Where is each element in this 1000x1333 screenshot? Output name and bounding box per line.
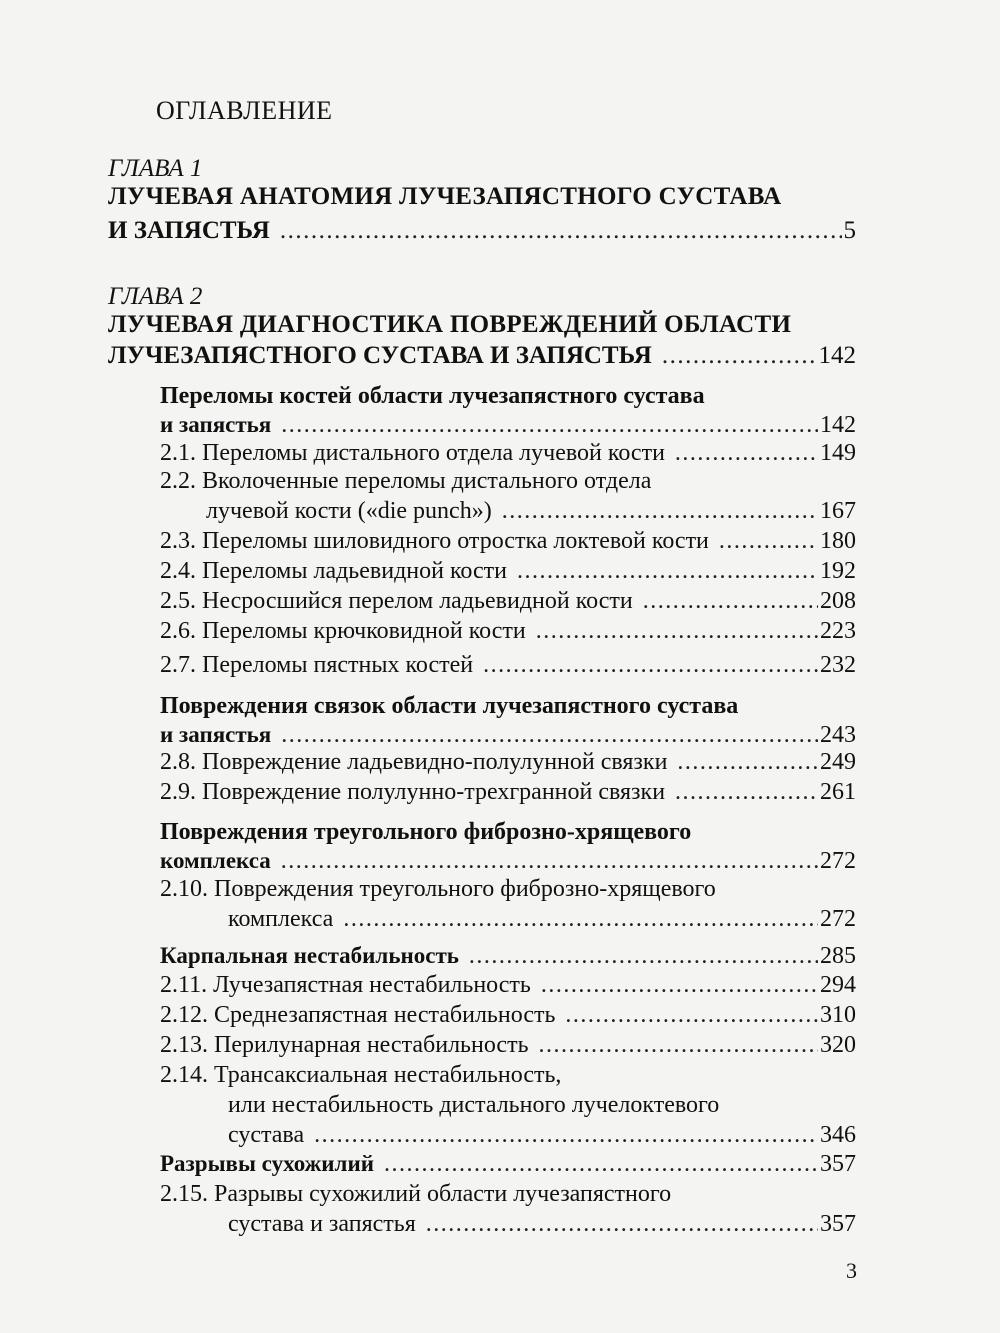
page-number: 320 bbox=[820, 1032, 856, 1058]
entry-title: 2.8. Повреждение ладьевидно-полулунной связки bbox=[160, 749, 668, 775]
toc-entry-section bbox=[160, 943, 856, 975]
page-number: 142 bbox=[820, 412, 856, 438]
entry-title: 2.12. Среднезапястная нестабильность bbox=[160, 1002, 556, 1028]
toc-entry bbox=[228, 906, 856, 938]
dot-leader bbox=[565, 1002, 818, 1029]
toc-entry bbox=[160, 972, 856, 1004]
entry-title: 2.6. Переломы крючковидной кости bbox=[160, 618, 526, 644]
page-number: 167 bbox=[820, 498, 856, 524]
dot-leader bbox=[384, 1151, 818, 1178]
section-heading-cont: и запястья bbox=[160, 722, 272, 747]
dot-leader bbox=[662, 342, 817, 370]
dot-leader bbox=[539, 1032, 818, 1059]
page-number: 310 bbox=[820, 1002, 856, 1028]
page-number: 142 bbox=[818, 342, 856, 369]
page-number: 243 bbox=[820, 722, 856, 748]
toc-title: ОГЛАВЛЕНИЕ bbox=[156, 96, 333, 125]
dot-leader bbox=[281, 722, 818, 749]
dot-leader bbox=[675, 440, 818, 467]
page-number: 249 bbox=[820, 749, 856, 775]
chapter-2-title: ЛУЧЕВАЯ ДИАГНОСТИКА ПОВРЕЖДЕНИЙ ОБЛАСТИ bbox=[108, 311, 792, 338]
toc-entry bbox=[160, 652, 856, 684]
section-heading: Разрывы сухожилий bbox=[160, 1151, 374, 1176]
section-heading: Переломы костей области лучезапястного сустава bbox=[160, 383, 705, 409]
section-heading: Карпальная нестабильность bbox=[160, 943, 459, 968]
folio-page-number: 3 bbox=[846, 1258, 857, 1283]
toc-entry-chapter-2 bbox=[108, 342, 856, 374]
dot-leader bbox=[483, 652, 818, 679]
dot-leader bbox=[536, 618, 818, 645]
page-number: 192 bbox=[820, 558, 856, 584]
dot-leader bbox=[719, 528, 818, 555]
dot-leader bbox=[502, 498, 818, 525]
toc-entry bbox=[160, 588, 856, 620]
chapter-1-title-cont: И ЗАПЯСТЬЯ bbox=[108, 217, 270, 244]
entry-title-cont: или нестабильность дистального лучелоктевого bbox=[228, 1092, 720, 1118]
page-number: 285 bbox=[820, 943, 856, 969]
dot-leader bbox=[517, 558, 818, 585]
chapter-1-label: ГЛАВА 1 bbox=[108, 155, 203, 182]
entry-title-cont: сустава bbox=[228, 1122, 305, 1148]
page-number: 208 bbox=[820, 588, 856, 614]
entry-title: 2.14. Трансаксиальная нестабильность, bbox=[160, 1062, 562, 1088]
page-number: 357 bbox=[820, 1151, 856, 1177]
dot-leader bbox=[675, 779, 818, 806]
entry-title: 2.11. Лучезапястная нестабильность bbox=[160, 972, 531, 998]
toc-entry bbox=[228, 1122, 856, 1154]
toc-entry-section bbox=[160, 1151, 856, 1183]
dot-leader bbox=[343, 906, 818, 933]
entry-title: 2.3. Переломы шиловидного отростка локтевой кости bbox=[160, 528, 709, 554]
toc-entry bbox=[160, 1002, 856, 1034]
entry-title-cont: сустава и запястья bbox=[228, 1211, 416, 1237]
dot-leader bbox=[677, 749, 818, 776]
entry-title: 2.9. Повреждение полулунно-трехгранной связки bbox=[160, 779, 666, 805]
page-number: 232 bbox=[820, 652, 856, 678]
entry-title: 2.13. Перилунарная нестабильность bbox=[160, 1032, 529, 1058]
chapter-2-title-cont: ЛУЧЕЗАПЯСТНОГО СУСТАВА И ЗАПЯСТЬЯ bbox=[108, 342, 652, 369]
entry-title: 2.7. Переломы пястных костей bbox=[160, 652, 474, 678]
dot-leader bbox=[426, 1211, 818, 1238]
toc-entry bbox=[228, 1211, 856, 1243]
page-number: 357 bbox=[820, 1211, 856, 1237]
page-number: 294 bbox=[820, 972, 856, 998]
entry-title: 2.15. Разрывы сухожилий области лучезапястного bbox=[160, 1181, 672, 1207]
dot-leader bbox=[280, 217, 842, 245]
page-number: 272 bbox=[820, 848, 856, 874]
page-number: 261 bbox=[820, 779, 856, 805]
toc-entry-chapter-1 bbox=[108, 217, 856, 249]
toc-entry bbox=[160, 749, 856, 781]
dot-leader bbox=[469, 943, 818, 970]
dot-leader bbox=[281, 848, 818, 875]
entry-title-cont: лучевой кости («die punch») bbox=[206, 498, 492, 524]
dot-leader bbox=[314, 1122, 818, 1149]
dot-leader bbox=[643, 588, 818, 615]
section-heading: Повреждения связок области лучезапястного сустава bbox=[160, 693, 739, 719]
toc-entry bbox=[160, 779, 856, 811]
toc-entry bbox=[160, 528, 856, 560]
page-number: 346 bbox=[820, 1122, 856, 1148]
dot-leader bbox=[281, 412, 818, 439]
entry-title: 2.1. Переломы дистального отдела лучевой кости bbox=[160, 440, 665, 466]
chapter-2-label: ГЛАВА 2 bbox=[108, 283, 203, 310]
entry-title: 2.5. Несросшийся перелом ладьевидной кости bbox=[160, 588, 633, 614]
page-number: 223 bbox=[820, 618, 856, 644]
entry-title: 2.4. Переломы ладьевидной кости bbox=[160, 558, 508, 584]
toc-entry bbox=[206, 498, 856, 530]
section-heading: Повреждения треугольного фиброзно-хрящевого bbox=[160, 819, 692, 845]
page-number: 180 bbox=[820, 528, 856, 554]
section-heading-cont: комплекса bbox=[160, 848, 271, 873]
page-number: 272 bbox=[820, 906, 856, 932]
toc-entry bbox=[160, 1032, 856, 1064]
chapter-1-title: ЛУЧЕВАЯ АНАТОМИЯ ЛУЧЕЗАПЯСТНОГО СУСТАВА bbox=[108, 183, 782, 210]
toc-entry bbox=[160, 618, 856, 650]
toc-entry bbox=[160, 558, 856, 590]
entry-title: 2.2. Вколоченные переломы дистального отдела bbox=[160, 468, 652, 494]
page-number: 5 bbox=[843, 217, 856, 244]
entry-title-cont: комплекса bbox=[228, 906, 334, 932]
section-heading-cont: и запястья bbox=[160, 412, 272, 437]
entry-title: 2.10. Повреждения треугольного фиброзно-хрящевого bbox=[160, 876, 716, 902]
page-number: 149 bbox=[820, 440, 856, 466]
dot-leader bbox=[541, 972, 818, 999]
